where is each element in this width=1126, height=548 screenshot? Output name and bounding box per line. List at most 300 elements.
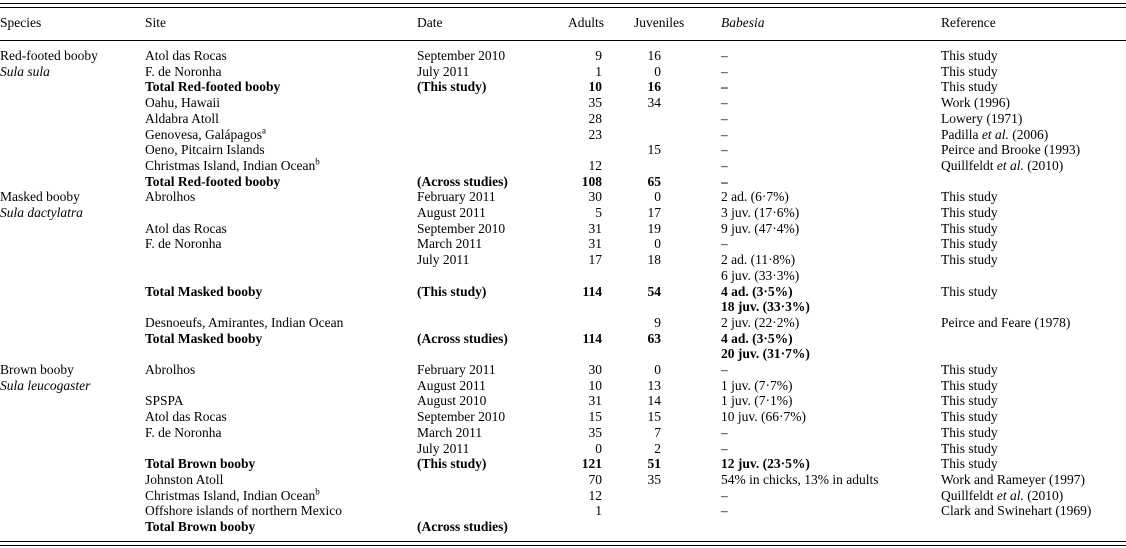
juveniles-value: 9 — [654, 314, 661, 330]
adults-cell — [568, 142, 634, 158]
adults-cell — [568, 315, 634, 331]
site-cell — [145, 472, 417, 488]
date-label: (Across studies) — [417, 519, 508, 535]
babesia-value-line: – — [721, 236, 728, 252]
babesia-cell — [721, 378, 941, 394]
reference-label: Work and Rameyer (1997) — [941, 471, 1085, 487]
reference-label: This study — [941, 236, 998, 252]
site-cell — [145, 142, 417, 158]
site-label: Total Brown booby — [145, 519, 256, 535]
table-row — [0, 236, 1126, 252]
adults-value: 31 — [588, 220, 602, 236]
date-cell — [417, 315, 568, 331]
juveniles-cell — [634, 236, 721, 252]
babesia-cell — [721, 41, 941, 64]
table-row — [0, 158, 1126, 174]
date-cell — [417, 95, 568, 111]
site-label: Total Masked booby — [145, 283, 263, 299]
species-cell — [0, 503, 145, 519]
column-header-reference: Reference — [941, 8, 1126, 41]
site-label: Abrolhos — [145, 362, 196, 378]
juveniles-value: 13 — [647, 377, 661, 393]
juveniles-value: 18 — [647, 252, 661, 268]
babesia-value-line: 1 juv. (7·1%) — [721, 393, 793, 409]
reference-label: This study — [941, 440, 998, 456]
adults-cell — [568, 378, 634, 394]
adults-cell — [568, 488, 634, 504]
date-cell — [417, 519, 568, 541]
date-cell — [417, 174, 568, 190]
babesia-cell — [721, 79, 941, 95]
babesia-value-line: 6 juv. (33·3%) — [721, 267, 800, 283]
species-label: Sula dactylatra — [0, 205, 83, 221]
juveniles-value: 65 — [647, 173, 661, 189]
species-cell — [0, 252, 145, 283]
babesia-value-line: 2 ad. (11·8%) — [721, 252, 796, 268]
juveniles-value: 0 — [654, 362, 661, 378]
babesia-value-line: – — [721, 424, 728, 440]
babesia-value-line: – — [721, 48, 728, 63]
adults-value: 0 — [595, 440, 602, 456]
adults-value: 31 — [588, 393, 602, 409]
babesia-cell — [721, 425, 941, 441]
species-cell — [0, 362, 145, 378]
table-row — [0, 362, 1126, 378]
date-label: July 2011 — [417, 252, 470, 268]
babesia-cell — [721, 64, 941, 80]
site-label: Desnoeufs, Amirantes, Indian Ocean — [145, 314, 344, 330]
site-cell — [145, 174, 417, 190]
reference-cell — [941, 142, 1126, 158]
adults-value: 17 — [588, 252, 602, 268]
babesia-value-line: – — [721, 95, 728, 111]
reference-label: This study — [941, 205, 998, 221]
babesia-value-line: – — [721, 362, 728, 378]
juveniles-cell — [634, 519, 721, 541]
juveniles-value: 16 — [647, 79, 661, 95]
site-label: Oahu, Hawaii — [145, 95, 220, 111]
date-label: August 2010 — [417, 393, 487, 409]
juveniles-cell — [634, 393, 721, 409]
babesia-cell — [721, 221, 941, 237]
date-cell — [417, 456, 568, 472]
babesia-cell — [721, 488, 941, 504]
site-label: Abrolhos — [145, 189, 196, 205]
reference-cell — [941, 472, 1126, 488]
site-label: SPSPA — [145, 393, 184, 409]
adults-cell — [568, 441, 634, 457]
site-label: Total Red-footed booby — [145, 173, 281, 189]
site-label: Atol das Rocas — [145, 48, 227, 63]
date-label: February 2011 — [417, 189, 496, 205]
date-label: September 2010 — [417, 409, 506, 425]
juveniles-cell — [634, 441, 721, 457]
species-label: Brown booby — [0, 362, 74, 378]
table-row — [0, 393, 1126, 409]
date-cell — [417, 221, 568, 237]
reference-label: This study — [941, 63, 998, 79]
site-footnote-marker: b — [315, 157, 320, 167]
babesia-cell — [721, 111, 941, 127]
site-cell — [145, 409, 417, 425]
reference-cell — [941, 174, 1126, 190]
babesia-cell — [721, 142, 941, 158]
adults-cell — [568, 252, 634, 283]
adults-value: 10 — [588, 377, 602, 393]
species-cell — [0, 236, 145, 252]
date-cell — [417, 331, 568, 362]
date-label: (This study) — [417, 79, 487, 95]
table-row — [0, 425, 1126, 441]
reference-cell — [941, 41, 1126, 64]
juveniles-cell — [634, 456, 721, 472]
adults-value: 12 — [588, 487, 602, 503]
site-cell — [145, 488, 417, 504]
adults-cell — [568, 472, 634, 488]
adults-value: 35 — [588, 95, 602, 111]
species-cell — [0, 111, 145, 127]
total-row — [0, 284, 1126, 315]
reference-cell — [941, 488, 1126, 504]
reference-cell — [941, 79, 1126, 95]
species-cell — [0, 142, 145, 158]
babesia-value-line: – — [721, 440, 728, 456]
date-cell — [417, 236, 568, 252]
site-cell — [145, 252, 417, 283]
species-cell — [0, 441, 145, 457]
date-cell — [417, 189, 568, 205]
juveniles-cell — [634, 503, 721, 519]
table-row — [0, 409, 1126, 425]
adults-value: 114 — [582, 330, 602, 346]
babesia-cell — [721, 315, 941, 331]
babesia-cell — [721, 189, 941, 205]
juveniles-value: 0 — [654, 63, 661, 79]
site-cell — [145, 284, 417, 315]
juveniles-cell — [634, 284, 721, 315]
date-cell — [417, 378, 568, 394]
reference-cell — [941, 236, 1126, 252]
species-cell — [0, 378, 145, 394]
adults-cell — [568, 158, 634, 174]
babesia-value-line: – — [721, 63, 728, 79]
date-label: August 2011 — [417, 377, 486, 393]
adults-cell — [568, 127, 634, 143]
reference-cell — [941, 221, 1126, 237]
site-cell — [145, 205, 417, 221]
reference-label: This study — [941, 409, 998, 425]
babesia-value-line: 54% in chicks, 13% in adults — [721, 471, 879, 487]
reference-label: Work (1996) — [941, 95, 1011, 111]
adults-cell — [568, 64, 634, 80]
total-row — [0, 174, 1126, 190]
date-label: March 2011 — [417, 236, 483, 252]
site-cell — [145, 362, 417, 378]
juveniles-cell — [634, 409, 721, 425]
babesia-value-line: – — [721, 110, 728, 126]
species-cell — [0, 174, 145, 190]
babesia-value-line: – — [721, 142, 728, 158]
column-header-site: Site — [145, 8, 417, 41]
date-cell — [417, 409, 568, 425]
adults-value: 35 — [588, 424, 602, 440]
species-cell — [0, 221, 145, 237]
adults-cell — [568, 41, 634, 64]
table-row — [0, 221, 1126, 237]
table-row — [0, 315, 1126, 331]
reference-cell — [941, 362, 1126, 378]
species-cell — [0, 205, 145, 221]
reference-cell — [941, 284, 1126, 315]
juveniles-value: 35 — [647, 471, 661, 487]
juveniles-cell — [634, 95, 721, 111]
adults-cell — [568, 331, 634, 362]
total-row — [0, 456, 1126, 472]
et-al-fragment: et al. — [996, 157, 1024, 173]
juveniles-cell — [634, 472, 721, 488]
date-label: March 2011 — [417, 424, 483, 440]
site-cell — [145, 378, 417, 394]
site-cell — [145, 393, 417, 409]
adults-cell — [568, 393, 634, 409]
adults-value: 31 — [588, 236, 602, 252]
reference-label: This study — [941, 377, 998, 393]
table-row — [0, 378, 1126, 394]
species-cell — [0, 284, 145, 315]
total-row — [0, 519, 1126, 541]
adults-value: 9 — [595, 48, 602, 63]
site-label: Christmas Island, Indian Ocean — [145, 487, 316, 503]
site-cell — [145, 221, 417, 237]
date-label: (Across studies) — [417, 330, 508, 346]
column-header-babesia: Babesia — [721, 8, 941, 41]
table-row — [0, 189, 1126, 205]
adults-cell — [568, 205, 634, 221]
site-cell — [145, 64, 417, 80]
reference-cell — [941, 111, 1126, 127]
bottom-double-rule — [0, 541, 1126, 546]
juveniles-value: 15 — [647, 142, 661, 158]
table-row — [0, 111, 1126, 127]
adults-value: 114 — [582, 283, 602, 299]
reference-cell — [941, 95, 1126, 111]
reference-cell — [941, 331, 1126, 362]
juveniles-cell — [634, 315, 721, 331]
juveniles-cell — [634, 362, 721, 378]
adults-cell — [568, 236, 634, 252]
date-cell — [417, 472, 568, 488]
reference-label: This study — [941, 283, 998, 299]
date-label: (This study) — [417, 283, 487, 299]
reference-cell — [941, 519, 1126, 541]
date-cell — [417, 362, 568, 378]
babesia-value-line: – — [721, 503, 728, 519]
site-label: Total Brown booby — [145, 456, 256, 472]
adults-cell — [568, 284, 634, 315]
reference-cell — [941, 64, 1126, 80]
date-label: July 2011 — [417, 440, 470, 456]
reference-cell — [941, 205, 1126, 221]
date-cell — [417, 488, 568, 504]
juveniles-cell — [634, 142, 721, 158]
juveniles-cell — [634, 174, 721, 190]
babesia-value-line: – — [721, 487, 728, 503]
reference-label: Quillfeldt et al. (2010) — [941, 157, 1064, 173]
babesia-value-line: 18 juv. (33·3%) — [721, 299, 810, 315]
juveniles-value: 14 — [647, 393, 661, 409]
site-cell — [145, 41, 417, 64]
date-cell — [417, 252, 568, 283]
reference-label: This study — [941, 393, 998, 409]
babesia-cell — [721, 331, 941, 362]
babesia-value-line: 2 ad. (6·7%) — [721, 189, 789, 205]
date-cell — [417, 425, 568, 441]
site-cell — [145, 127, 417, 143]
table-row — [0, 503, 1126, 519]
table-row — [0, 142, 1126, 158]
juveniles-cell — [634, 158, 721, 174]
babesia-value-line: – — [721, 79, 728, 95]
babesia-cell — [721, 127, 941, 143]
reference-cell — [941, 158, 1126, 174]
reference-label: This study — [941, 456, 998, 472]
babesia-value-line: 3 juv. (17·6%) — [721, 205, 800, 221]
species-cell — [0, 315, 145, 331]
juveniles-value: 19 — [647, 220, 661, 236]
site-label: Oeno, Pitcairn Islands — [145, 142, 265, 158]
reference-label: This study — [941, 48, 998, 63]
date-label: July 2011 — [417, 63, 470, 79]
table-row — [0, 441, 1126, 457]
juveniles-cell — [634, 331, 721, 362]
site-label: Atol das Rocas — [145, 409, 227, 425]
juveniles-cell — [634, 205, 721, 221]
site-label: Johnston Atoll — [145, 471, 224, 487]
site-cell — [145, 456, 417, 472]
babesia-prevalence-table — [0, 8, 1126, 541]
juveniles-cell — [634, 127, 721, 143]
juveniles-cell — [634, 41, 721, 64]
adults-cell — [568, 189, 634, 205]
adults-value: 10 — [588, 79, 602, 95]
site-cell — [145, 95, 417, 111]
adults-value: 28 — [588, 110, 602, 126]
adults-cell — [568, 111, 634, 127]
reference-label: Peirce and Brooke (1993) — [941, 142, 1081, 158]
species-cell — [0, 409, 145, 425]
reference-label: This study — [941, 79, 998, 95]
site-cell — [145, 189, 417, 205]
adults-cell — [568, 409, 634, 425]
juveniles-value: 34 — [647, 95, 661, 111]
date-label: September 2010 — [417, 48, 506, 63]
species-label: Sula sula — [0, 63, 50, 79]
header-row — [0, 8, 1126, 41]
babesia-cell — [721, 158, 941, 174]
date-label: February 2011 — [417, 362, 496, 378]
et-al-fragment: et al. — [996, 487, 1024, 503]
juveniles-value: 15 — [647, 409, 661, 425]
site-label: F. de Noronha — [145, 236, 222, 252]
column-header-adults: Adults — [568, 8, 634, 41]
reference-cell — [941, 441, 1126, 457]
juveniles-value: 0 — [654, 189, 661, 205]
juveniles-value: 54 — [647, 283, 661, 299]
babesia-value-line: 4 ad. (3·5%) — [721, 283, 793, 299]
total-row — [0, 79, 1126, 95]
species-cell — [0, 519, 145, 541]
date-cell — [417, 64, 568, 80]
reference-label: Lowery (1971) — [941, 110, 1023, 126]
reference-cell — [941, 393, 1126, 409]
adults-value: 70 — [588, 471, 602, 487]
juveniles-value: 0 — [654, 236, 661, 252]
juveniles-cell — [634, 221, 721, 237]
species-cell — [0, 41, 145, 64]
date-cell — [417, 127, 568, 143]
site-label: F. de Noronha — [145, 424, 222, 440]
site-cell — [145, 503, 417, 519]
column-header-juveniles: Juveniles — [634, 8, 721, 41]
species-label: Red-footed booby — [0, 48, 98, 63]
reference-label: Padilla et al. (2006) — [941, 126, 1049, 142]
juveniles-value: 63 — [647, 330, 661, 346]
babesia-cell — [721, 362, 941, 378]
babesia-value-line: 4 ad. (3·5%) — [721, 330, 793, 346]
species-cell — [0, 425, 145, 441]
babesia-cell — [721, 456, 941, 472]
adults-value: 15 — [588, 409, 602, 425]
table-row — [0, 95, 1126, 111]
date-cell — [417, 503, 568, 519]
babesia-value-line: 10 juv. (66·7%) — [721, 409, 806, 425]
adults-cell — [568, 425, 634, 441]
species-cell — [0, 95, 145, 111]
site-label: Genovesa, Galápagos — [145, 126, 262, 142]
reference-cell — [941, 456, 1126, 472]
reference-label: This study — [941, 189, 998, 205]
juveniles-value: 51 — [647, 456, 661, 472]
juveniles-cell — [634, 111, 721, 127]
species-cell — [0, 189, 145, 205]
site-label: Aldabra Atoll — [145, 110, 219, 126]
reference-label: This study — [941, 220, 998, 236]
adults-cell — [568, 221, 634, 237]
babesia-value-line: 1 juv. (7·7%) — [721, 377, 793, 393]
date-label: August 2011 — [417, 205, 486, 221]
juveniles-cell — [634, 189, 721, 205]
table-row — [0, 64, 1126, 80]
adults-value: 30 — [588, 362, 602, 378]
adults-cell — [568, 95, 634, 111]
species-label: Masked booby — [0, 189, 80, 205]
date-cell — [417, 393, 568, 409]
table-row — [0, 472, 1126, 488]
species-cell — [0, 472, 145, 488]
juveniles-cell — [634, 425, 721, 441]
reference-label: Clark and Swinehart (1969) — [941, 503, 1092, 519]
site-cell — [145, 79, 417, 95]
species-cell — [0, 127, 145, 143]
adults-value: 30 — [588, 189, 602, 205]
date-cell — [417, 441, 568, 457]
table-row — [0, 127, 1126, 143]
table-row — [0, 41, 1126, 64]
reference-cell — [941, 425, 1126, 441]
reference-cell — [941, 378, 1126, 394]
babesia-value-line: 2 juv. (22·2%) — [721, 314, 800, 330]
reference-label: This study — [941, 252, 998, 268]
